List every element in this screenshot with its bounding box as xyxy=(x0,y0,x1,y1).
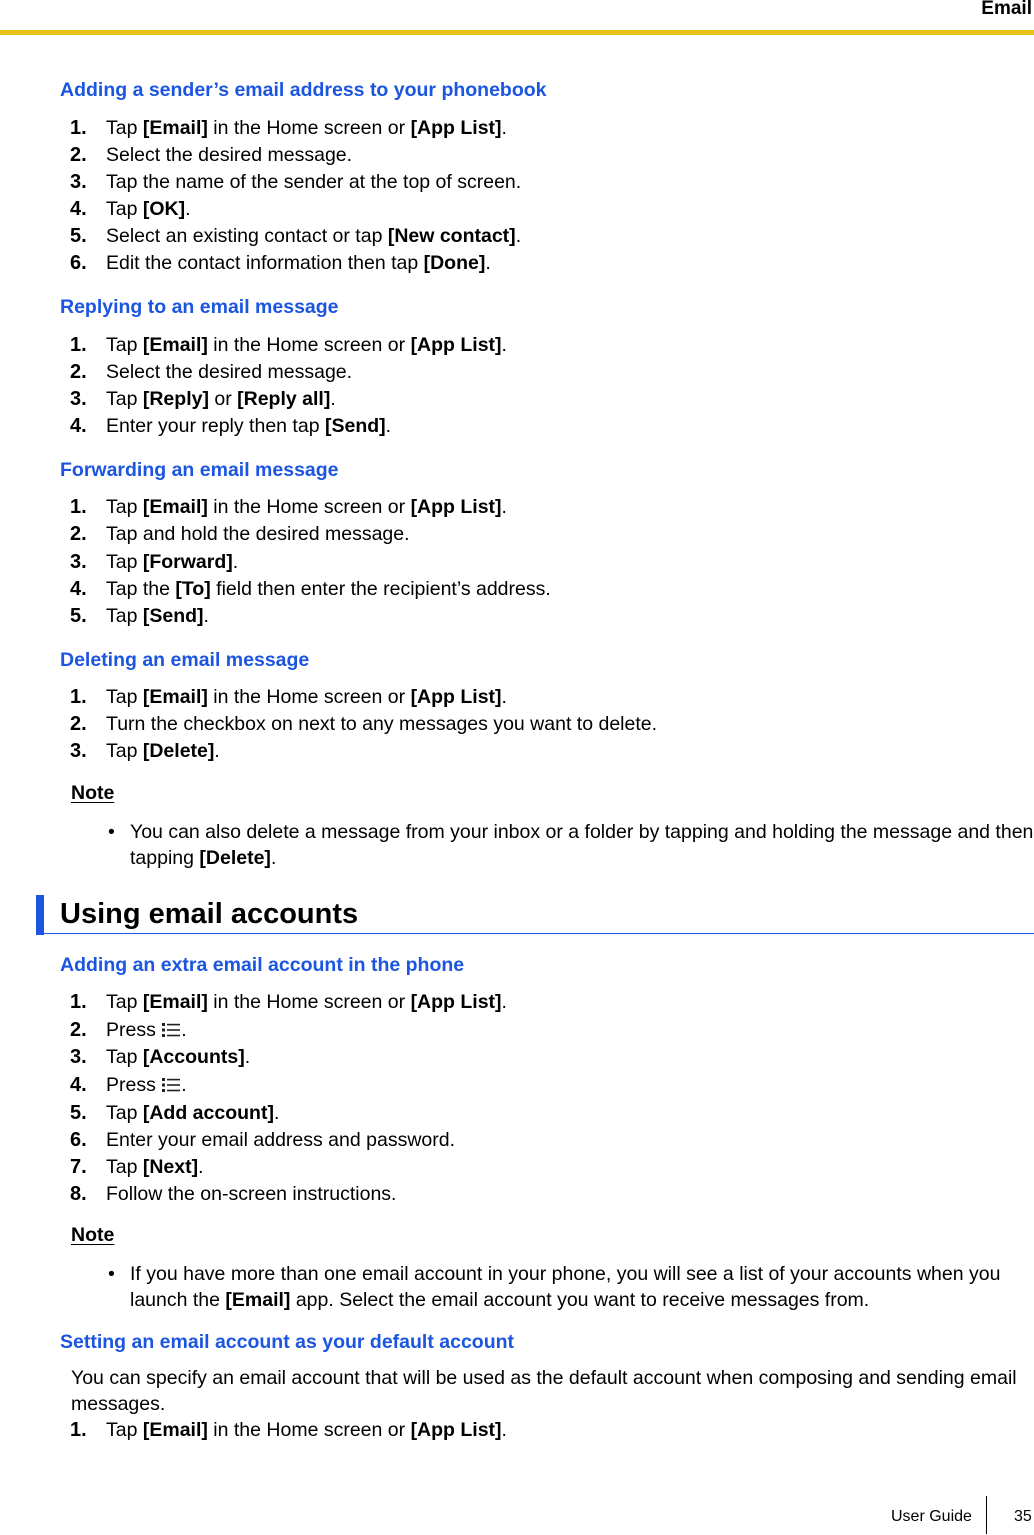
note-bullet: • You can also delete a message from your inbox or a folder by tapping and holding the message and then tapping [Delete]. xyxy=(130,819,1034,871)
step-list-item: 2. Tap and hold the desired message. xyxy=(70,523,410,545)
step-list-item: 1. Tap [Email] in the Home screen or [App List]. xyxy=(70,1419,507,1441)
note-label: Note xyxy=(71,1224,115,1246)
step-list-item: 4. Tap [OK]. xyxy=(70,198,191,220)
intro-paragraph: You can specify an email account that will be used as the default account when composing and sending email messages. xyxy=(71,1367,1017,1415)
subheading-deleting: Deleting an email message xyxy=(60,649,310,671)
subheading-default-account: Setting an email account as your default account xyxy=(60,1331,515,1353)
step-list-item: 3. Tap [Accounts]. xyxy=(70,1046,251,1068)
step-list-item: 4. Enter your reply then tap [Send]. xyxy=(70,415,392,437)
step-list-item: 5. Select an existing contact or tap [New contact]. xyxy=(70,225,522,247)
step-list-item: 5. Tap [Add account]. xyxy=(70,1102,280,1124)
step-list-item: 2. Press . xyxy=(70,1019,187,1041)
step-list-item: 4. Press . xyxy=(70,1074,187,1096)
step-list-item: 8. Follow the on-screen instructions. xyxy=(70,1183,397,1205)
note-bullet: • If you have more than one email account in your phone, you will see a list of your accounts when you launch the [Email] app. Select the email account you want to receive messages from. xyxy=(130,1261,1024,1313)
step-list-item: 6. Enter your email address and password. xyxy=(70,1129,456,1151)
step-list-item: 3. Tap the name of the sender at the top of screen. xyxy=(70,171,522,193)
section-accent-bar xyxy=(36,895,44,935)
menu-icon xyxy=(162,1077,180,1093)
step-list-item: 7. Tap [Next]. xyxy=(70,1156,204,1178)
header-title: Email xyxy=(981,0,1032,19)
subheading-add-sender: Adding a sender’s email address to your phonebook xyxy=(60,79,547,101)
step-list-item: 3. Tap [Forward]. xyxy=(70,551,239,573)
step-list-item: 1. Tap [Email] in the Home screen or [App List]. xyxy=(70,686,507,708)
footer-label: User Guide xyxy=(891,1508,972,1525)
page-number: 35 xyxy=(1014,1508,1032,1525)
step-list-item: 3. Tap [Reply] or [Reply all]. xyxy=(70,388,336,410)
step-list-item: 4. Tap the [To] field then enter the recipient’s address. xyxy=(70,578,551,600)
footer-divider xyxy=(986,1496,987,1534)
subheading-forwarding: Forwarding an email message xyxy=(60,459,339,481)
step-list-item: 3. Tap [Delete]. xyxy=(70,740,220,762)
step-list-item: 1. Tap [Email] in the Home screen or [App List]. xyxy=(70,991,507,1013)
step-list-item: 5. Tap [Send]. xyxy=(70,605,209,627)
step-list-item: 2. Select the desired message. xyxy=(70,361,353,383)
section-title: Using email accounts xyxy=(60,898,359,930)
subheading-replying: Replying to an email message xyxy=(60,296,339,318)
menu-icon xyxy=(162,1022,180,1038)
section-rule xyxy=(36,933,1034,934)
step-list-item: 1. Tap [Email] in the Home screen or [App List]. xyxy=(70,334,507,356)
step-list-item: 6. Edit the contact information then tap [Done]. xyxy=(70,252,491,274)
header-rule xyxy=(0,30,1034,35)
note-label: Note xyxy=(71,782,115,804)
step-list-item: 1. Tap [Email] in the Home screen or [App List]. xyxy=(70,496,507,518)
step-list-item: 2. Select the desired message. xyxy=(70,144,353,166)
step-list-item: 2. Turn the checkbox on next to any messages you want to delete. xyxy=(70,713,658,735)
subheading-add-account: Adding an extra email account in the phone xyxy=(60,954,465,976)
step-list-item: 1. Tap [Email] in the Home screen or [App List]. xyxy=(70,117,507,139)
